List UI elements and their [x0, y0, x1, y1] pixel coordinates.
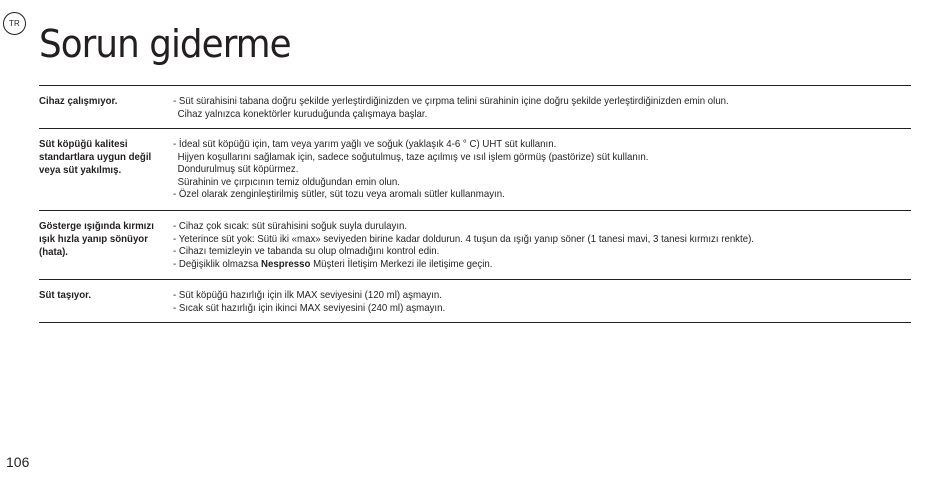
solution-line: Cihaz yalnızca konektörler kuruduğunda çalışmaya başlar. — [177, 107, 428, 120]
problem-cell: Süt köpüğü kalitesi standartlara uygun değil veya süt yakılmış. — [39, 138, 152, 176]
language-badge: TR — [3, 12, 26, 35]
solution-cell — [173, 95, 911, 121]
problem-cell: Süt taşıyor. — [39, 289, 92, 301]
solution-line: Dondurulmuş süt köpürmez. — [177, 163, 299, 175]
troubleshooting-table — [39, 85, 911, 323]
table-row — [39, 129, 911, 211]
table-row — [39, 86, 911, 129]
solution-line: - Cihazı temizleyin ve tabanda su olup olmadığını kontrol edin. — [173, 245, 440, 257]
solution-line: - Süt sürahisini tabana doğru şekilde yerleştirdiğinizden ve çırpma telini sürahinin içine doğru şekilde yerleştirdiğinizden emin olun. — [173, 95, 729, 107]
solution-text: Müşteri İletişim Merkezi ile iletişime geçin. — [310, 257, 493, 270]
solution-line: - Sıcak süt hazırlığı için ikinci MAX seviyesini (240 ml) aşmayın. — [173, 301, 446, 314]
solution-line: Sürahinin ve çırpıcının temiz olduğundan emin olun. — [177, 175, 400, 188]
table-row — [39, 280, 911, 323]
solution-line: - Cihaz çok sıcak: süt sürahisini soğuk suyla durulayın. — [173, 220, 408, 232]
solution-line — [173, 258, 852, 271]
solution-line: - Yeterince süt yok: Sütü iki «max» seviyeden birine kadar doldurun. 4 tuşun da ışığı yanıp söner (1 tanesi mavi, 3 tanesi kırmızı renkte). — [173, 232, 754, 245]
problem-cell: Gösterge ışığında kırmızı ışık hızla yanıp sönüyor (hata). — [39, 220, 154, 258]
solution-text: - Değişiklik olmazsa — [173, 257, 262, 270]
page-number: 106 — [6, 454, 30, 470]
solution-cell — [173, 220, 911, 272]
solution-line: - Özel olarak zenginleştirilmiş sütler, süt tozu veya aromalı sütler kullanmayın. — [173, 188, 505, 200]
problem-cell: Cihaz çalışmıyor. — [39, 95, 118, 107]
solution-line: - Süt köpüğü hazırlığı için ilk MAX seviyesini (120 ml) aşmayın. — [173, 289, 442, 301]
solution-line: - İdeal süt köpüğü için, tam veya yarım yağlı ve soğuk (yaklaşık 4-6 ° C) UHT süt kullanın. — [173, 138, 557, 150]
solution-cell — [173, 138, 911, 203]
table-row — [39, 211, 911, 280]
page-title: Sorun giderme — [39, 22, 291, 66]
solution-cell — [173, 289, 911, 315]
brand-name: Nespresso — [261, 257, 311, 270]
solution-line: Hijyen koşullarını sağlamak için, sadece soğutulmuş, taze açılmış ve ısıl işlem görmüş (pastörize) süt kullanın. — [177, 150, 649, 163]
